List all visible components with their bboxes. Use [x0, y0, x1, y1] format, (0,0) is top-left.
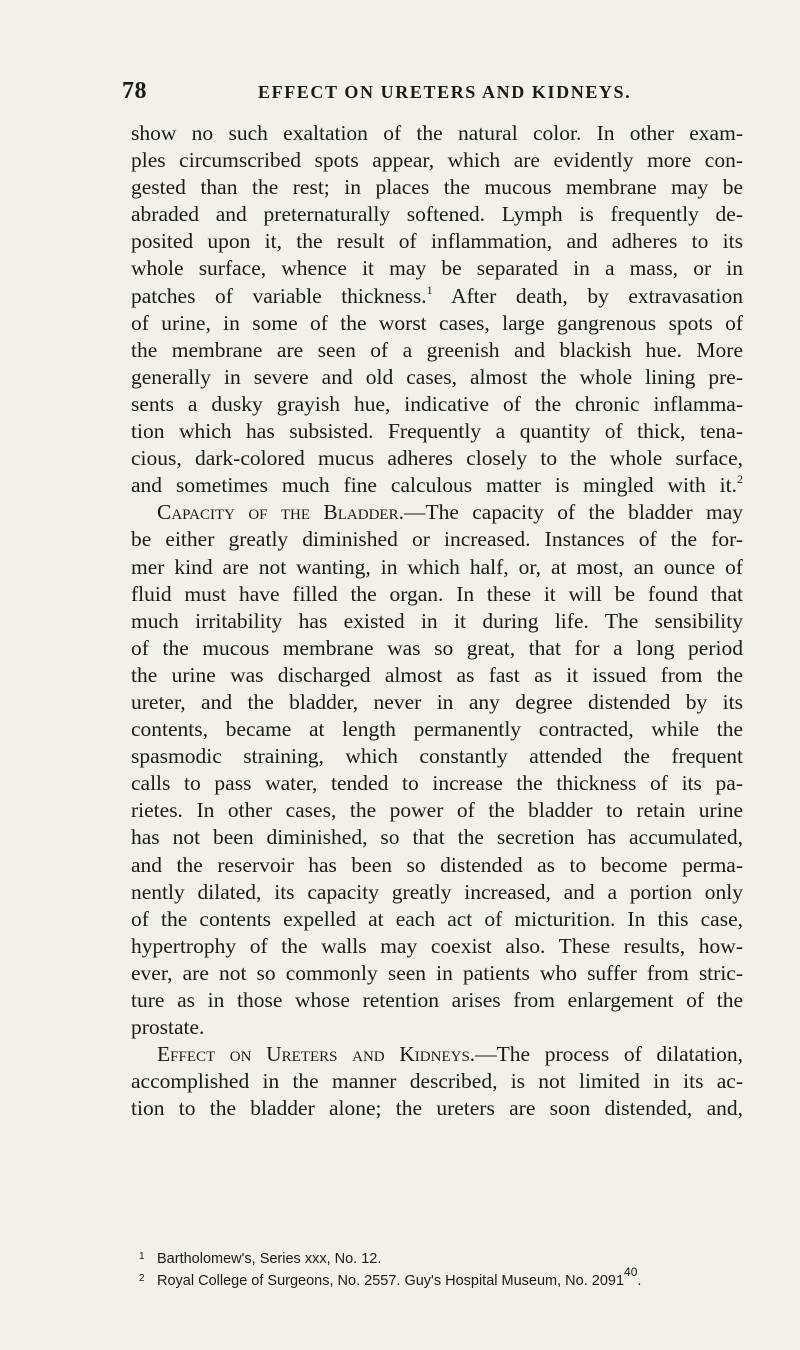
footnote-superscript: 40	[624, 1265, 638, 1279]
text-line: tion to the bladder alone; the ureters are soon distended, and,	[131, 1096, 743, 1121]
text-line: much irritability has existed in it during life. The sensibility	[131, 608, 743, 633]
text-line: of urine, in some of the worst cases, large gangrenous spots of	[131, 310, 743, 335]
text-line: mer kind are not wanting, in which half, or, at most, an ounce of	[131, 554, 743, 579]
text-line: fluid must have filled the organ. In these it will be found that	[131, 581, 743, 606]
text-line: of the mucous membrane was so great, that for a long period	[131, 635, 743, 660]
text-line: accomplished in the manner described, is not limited in its ac-	[131, 1069, 743, 1094]
text-line: generally in severe and old cases, almost the whole lining pre-	[131, 364, 743, 389]
footnote-text: Bartholomew's, Series xxx, No. 12.	[157, 1251, 382, 1267]
text-line: of the contents expelled at each act of micturition. In this case,	[131, 906, 743, 931]
text-line: cious, dark-colored mucus adheres closely to the whole surface,	[131, 446, 743, 471]
text-line	[131, 472, 743, 499]
text-line: and the reservoir has been so distended as to become perma-	[131, 852, 743, 877]
text-line: ever, are not so commonly seen in patients who suffer from stric-	[131, 960, 743, 985]
text-line: show no such exaltation of the natural color. In other exam-	[131, 121, 743, 145]
text-line	[131, 1041, 743, 1068]
text-line: the membrane are seen of a greenish and blackish hue. More	[131, 337, 743, 362]
text-segment: —The capacity of the bladder may	[403, 500, 743, 525]
text-line: whole surface, whence it may be separated in a mass, or in	[131, 256, 743, 281]
page-number: 78	[122, 78, 147, 104]
text-line: spasmodic straining, which constantly attended the frequent	[131, 744, 743, 769]
text-segment: patches of variable thickness.	[131, 283, 427, 308]
text-line: ples circumscribed spots appear, which are evidently more con-	[131, 148, 743, 173]
text-line: rietes. In other cases, the power of the bladder to retain urine	[131, 798, 743, 823]
section-heading-capacity: Capacity of the Bladder.	[157, 500, 404, 525]
text-line: ture as in those whose retention arises from enlargement of the	[131, 988, 743, 1012]
text-line: has not been diminished, so that the secretion has accumulated,	[131, 825, 743, 850]
text-line: ureter, and the bladder, never in any degree distended by its	[131, 689, 743, 714]
text-line: be either greatly diminished or increased. Instances of the for-	[131, 527, 743, 552]
body-text	[131, 120, 743, 1122]
footnote-ref-2: 2	[737, 472, 743, 487]
text-line	[131, 283, 743, 310]
text-line: abraded and preternaturally softened. Lymph is frequently de-	[131, 202, 743, 227]
section-heading-ureters: Effect on Ureters and Kidneys.	[157, 1042, 476, 1067]
text-line	[131, 499, 743, 526]
text-line: posited upon it, the result of inflammation, and adheres to its	[131, 229, 743, 254]
running-head: EFFECT ON URETERS AND KIDNEYS.	[258, 82, 632, 102]
footnotes	[131, 1247, 743, 1291]
text-line: contents, became at length permanently contracted, while the	[131, 717, 743, 742]
page-header	[116, 78, 736, 108]
text-line: gested than the rest; in places the mucous membrane may be	[131, 175, 743, 200]
footnote-text-end: .	[637, 1273, 642, 1289]
text-segment: —The process of dilatation,	[475, 1042, 743, 1067]
text-line: sents a dusky grayish hue, indicative of the chronic inflamma-	[131, 391, 743, 416]
text-line: hypertrophy of the walls may coexist also. These results, how-	[131, 933, 743, 958]
text-segment: and sometimes much fine calculous matter is mingled with it.	[131, 473, 737, 498]
text-line: tion which has subsisted. Frequently a quantity of thick, tena-	[131, 419, 743, 444]
footnote-1	[131, 1247, 743, 1269]
text-segment: After death, by extravasation	[450, 283, 743, 308]
text-line: calls to pass water, tended to increase the thickness of its pa-	[131, 771, 743, 796]
footnote-ref-1: 1	[426, 282, 433, 297]
footnote-mark: 1	[139, 1251, 145, 1262]
text-line: the urine was discharged almost as fast as it issued from the	[131, 662, 743, 687]
footnote-2	[131, 1265, 743, 1291]
text-line: prostate.	[131, 1015, 205, 1040]
footnote-mark: 2	[139, 1273, 145, 1284]
text-line: nently dilated, its capacity greatly increased, and a portion only	[131, 879, 743, 904]
footnote-text: Royal College of Surgeons, No. 2557. Guy's Hospital Museum, No. 2091	[157, 1273, 625, 1289]
